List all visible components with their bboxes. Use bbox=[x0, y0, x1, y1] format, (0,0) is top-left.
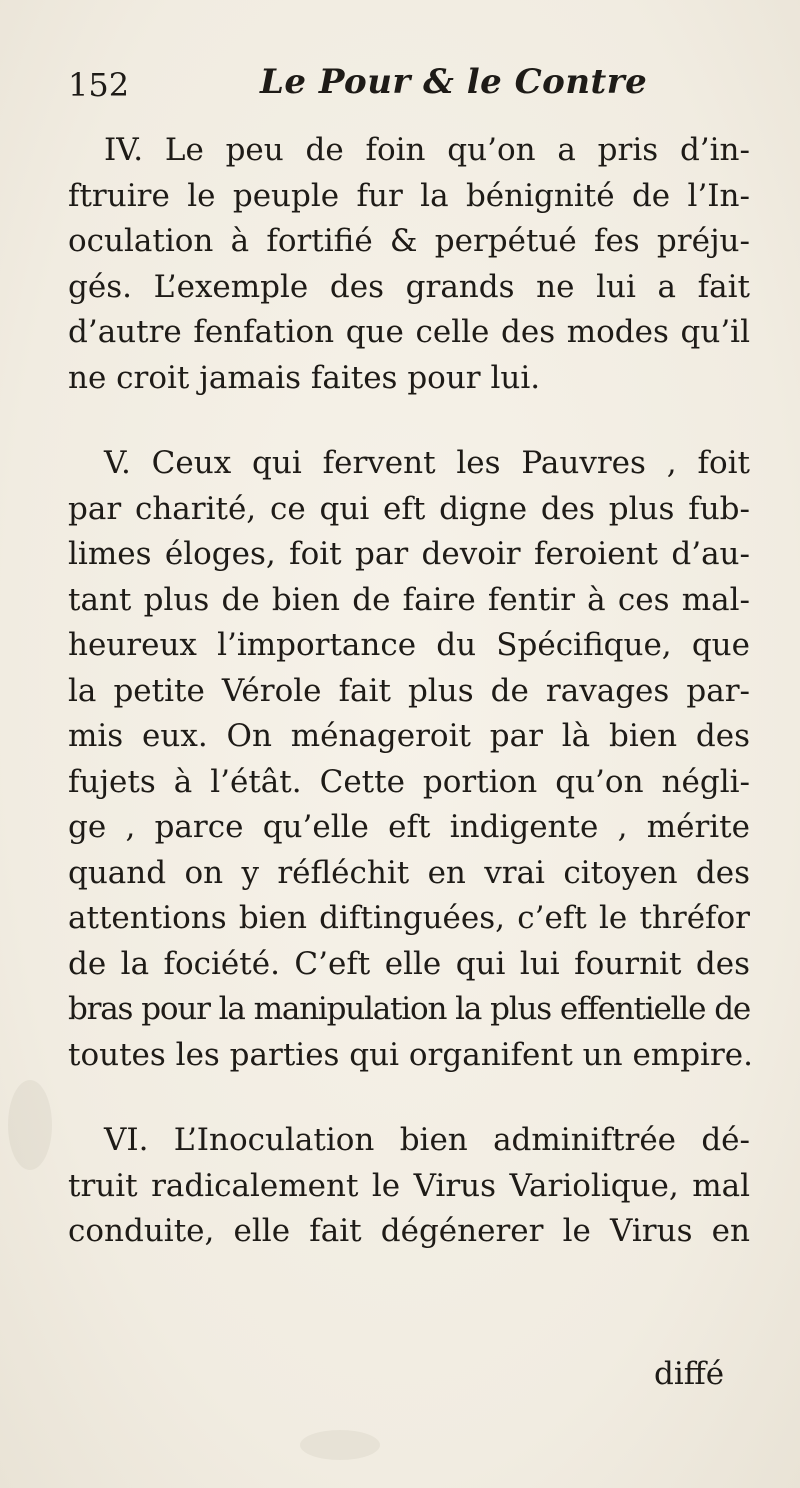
text-line: heureux l’importance du Spécifique, que bbox=[68, 627, 750, 663]
text-line: V. Ceux qui fervent les Pauvres , foit bbox=[104, 445, 750, 481]
page-number: 152 bbox=[68, 66, 130, 104]
text-line: ge , parce qu’elle eft indigente , mérite bbox=[68, 809, 750, 845]
paragraph-v bbox=[68, 441, 753, 1078]
text-line: conduite, elle fait dégénerer le Virus en bbox=[68, 1213, 750, 1249]
running-head: Le Pour & le Contre bbox=[260, 62, 648, 102]
catchword: diffé bbox=[654, 1356, 725, 1392]
text-line: ftruire le peuple fur la bénignité de l’In- bbox=[68, 177, 750, 214]
text-line: fujets à l’étât. Cette portion qu’on négli- bbox=[68, 763, 750, 800]
text-line: toutes les parties qui organifent un empire. bbox=[68, 1036, 753, 1073]
text-line: mis eux. On ménageroit par là bien des bbox=[68, 718, 750, 754]
text-line: de la fociété. C’eft elle qui lui fournit des bbox=[68, 945, 750, 982]
paragraph-vi bbox=[68, 1118, 750, 1255]
text-line: limes éloges, foit par devoir feroient d’au- bbox=[68, 536, 750, 572]
text-line: quand on y réfléchit en vrai citoyen des bbox=[68, 854, 750, 891]
text-line: oculation à fortifié & perpétué fes préju- bbox=[68, 223, 750, 259]
text-line: par charité, ce qui eft digne des plus fub- bbox=[68, 490, 750, 527]
text-line: VI. L’Inoculation bien adminiftrée dé- bbox=[104, 1122, 750, 1158]
text-line: ne croit jamais faites pour lui. bbox=[68, 359, 541, 396]
text-line: d’autre fenfation que celle des modes qu’il bbox=[68, 314, 750, 350]
text-line: attentions bien diftinguées, c’eft le thréfor bbox=[68, 900, 750, 936]
text-line: truit radicalement le Virus Variolique, mal bbox=[68, 1167, 750, 1204]
paper-stain bbox=[300, 1430, 380, 1460]
paper-stain bbox=[8, 1080, 52, 1170]
paragraph-iv bbox=[68, 128, 750, 401]
text-line: tant plus de bien de faire fentir à ces mal- bbox=[68, 581, 750, 618]
text-line: gés. L’exemple des grands ne lui a fait bbox=[68, 268, 750, 305]
page-header bbox=[68, 62, 748, 106]
text-line: la petite Vérole fait plus de ravages par- bbox=[68, 672, 750, 709]
body-text bbox=[68, 128, 753, 1295]
text-line: bras pour la manipulation la plus effentielle de bbox=[68, 991, 750, 1027]
text-line: IV. Le peu de foin qu’on a pris d’in- bbox=[104, 132, 750, 168]
